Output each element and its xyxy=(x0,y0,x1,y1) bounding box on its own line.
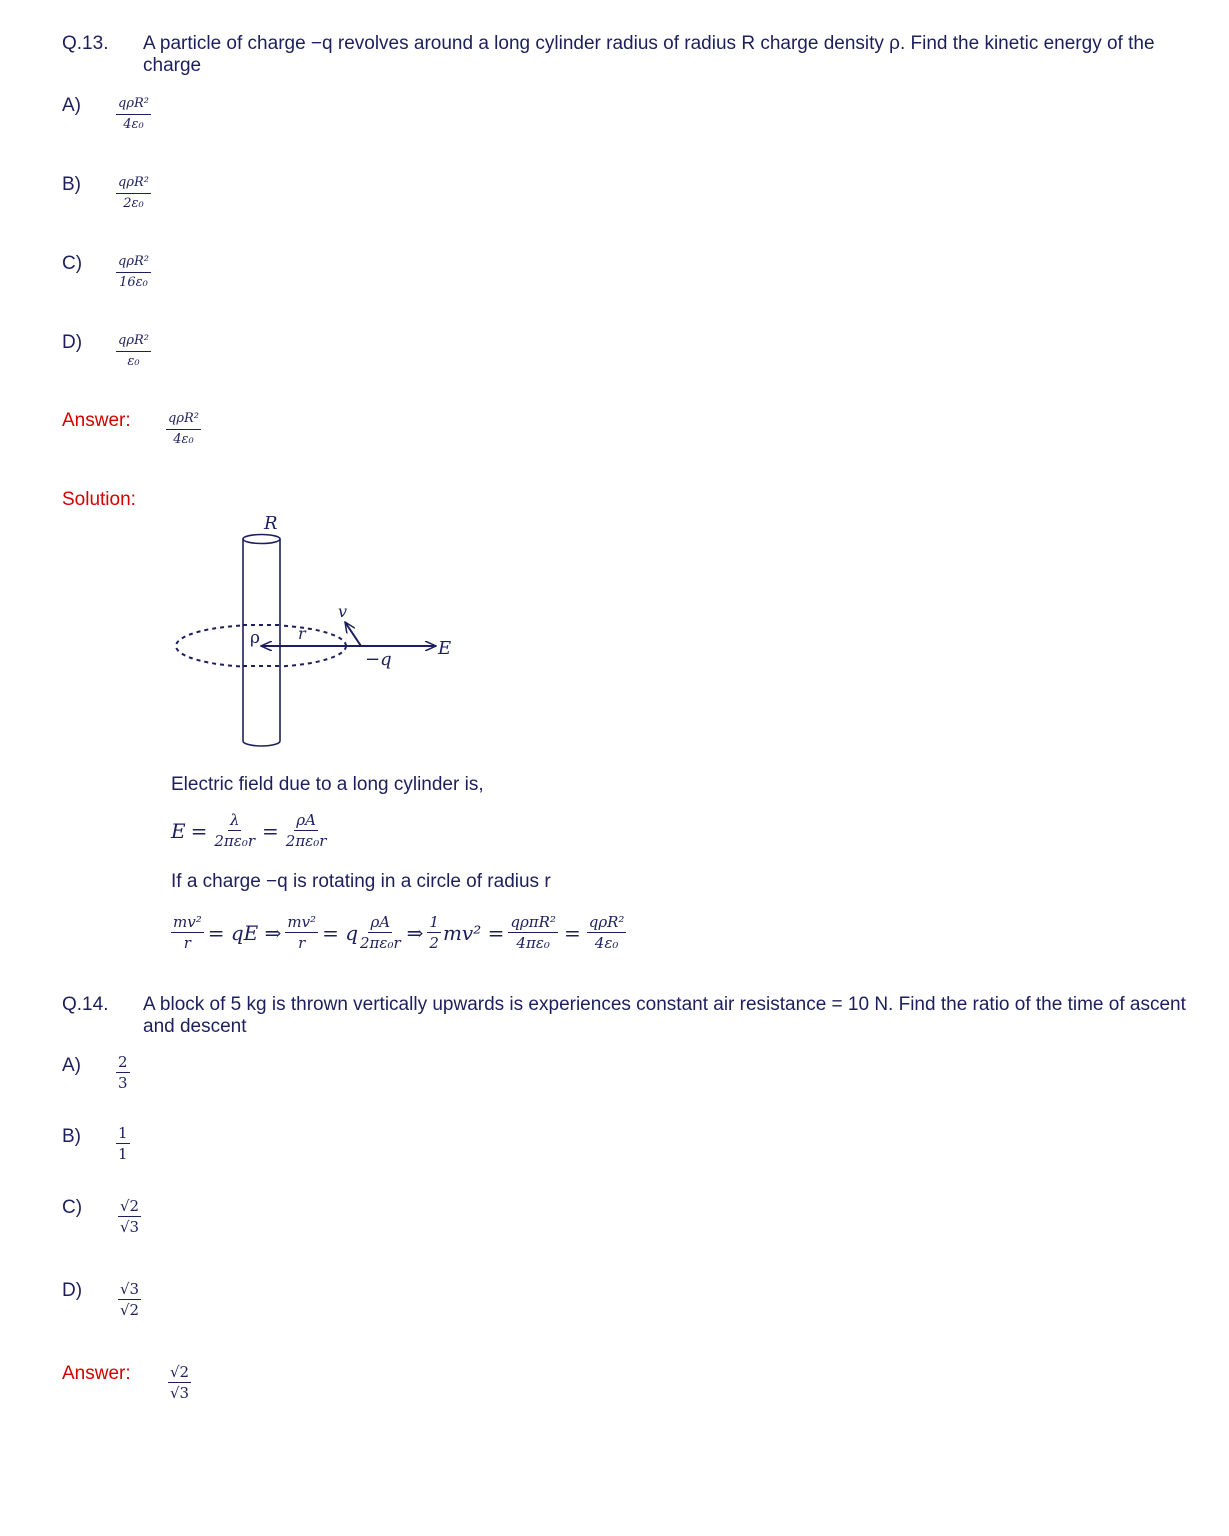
eq2-f5-num: qρπR² xyxy=(510,913,556,931)
q13-answer-num: qρR² xyxy=(166,411,201,430)
q13-option-d-num: qρR² xyxy=(116,333,151,352)
figure-label-v: v xyxy=(338,602,348,621)
q13-option-b-label: B) xyxy=(62,174,81,195)
q14-option-c-label: C) xyxy=(62,1197,83,1218)
q13-option-c-label: C) xyxy=(62,253,83,274)
eq2-f1-den: r xyxy=(183,934,191,952)
q13-option-b-den: 2ε₀ xyxy=(123,196,144,211)
velocity-arrow xyxy=(345,622,361,646)
figure-label-q: −q xyxy=(365,649,392,670)
figure-label-rho: ρ xyxy=(250,628,260,648)
eq2-f4-num: 1 xyxy=(429,913,439,931)
q13-option-c-num: qρR² xyxy=(116,254,151,273)
figure-label-E: E xyxy=(438,638,452,659)
question-14-text-line2: and descent xyxy=(143,1016,247,1037)
q13-option-d-value xyxy=(116,333,151,370)
eq2-t5: = xyxy=(563,920,581,945)
q14-option-c-value xyxy=(118,1198,141,1235)
q14-option-a-label: A) xyxy=(62,1055,81,1076)
figure-label-r: r xyxy=(298,624,306,643)
eq2-f1-num: mv² xyxy=(173,913,202,931)
cylinder-top xyxy=(243,535,280,544)
q14-option-a-den: 3 xyxy=(118,1074,128,1092)
eq2-f2-den: r xyxy=(298,934,306,952)
eq1-lhs: E xyxy=(171,818,186,843)
q14-option-d-num: √3 xyxy=(120,1280,140,1298)
eq2-f6-den: 4ε₀ xyxy=(594,934,619,952)
eq1-f1-den: 2πε₀r xyxy=(214,832,256,850)
q14-option-b-value xyxy=(116,1125,130,1162)
eq2-t2: = q xyxy=(322,920,358,945)
q13-option-c-den: 16ε₀ xyxy=(119,275,148,290)
eq2-t4: mv² = xyxy=(442,920,505,945)
q14-option-b-label: B) xyxy=(62,1126,81,1147)
q13-option-b-num: qρR² xyxy=(116,175,151,194)
q13-answer-value xyxy=(166,411,201,448)
q14-option-d-den: √2 xyxy=(120,1301,140,1319)
eq1-equals-2: = xyxy=(262,818,279,843)
q13-option-a-den: 4ε₀ xyxy=(123,117,144,132)
question-13-text-line1: A particle of charge −q revolves around a long cylinder radius of radius R charge density ρ. Find the kinetic energy of the xyxy=(143,33,1155,54)
q14-option-c-den: √3 xyxy=(120,1218,140,1236)
equation-2 xyxy=(171,914,626,951)
q14-option-d-value xyxy=(118,1281,141,1318)
eq2-f3-den: 2πε₀r xyxy=(360,934,401,952)
q13-solution-label: Solution: xyxy=(62,489,136,510)
q13-option-c-value xyxy=(116,254,151,291)
question-13-text xyxy=(143,33,1213,77)
eq2-t1: = qE ⇒ xyxy=(207,920,282,945)
solution-text-2: If a charge −q is rotating in a circle of radius r xyxy=(171,871,551,892)
q13-option-a-value xyxy=(116,96,151,133)
q14-option-b-den: 1 xyxy=(118,1145,128,1163)
eq1-f2-den: 2πε₀r xyxy=(285,832,327,850)
eq2-f3-num: ρA xyxy=(370,913,391,931)
question-14-text xyxy=(143,994,1218,1038)
q13-option-d-label: D) xyxy=(62,332,83,353)
q13-option-d-den: ε₀ xyxy=(127,354,140,369)
equation-1 xyxy=(171,812,328,849)
q13-option-b-value xyxy=(116,175,151,212)
q14-option-c-num: √2 xyxy=(120,1197,140,1215)
eq1-f1-num: λ xyxy=(229,811,240,829)
eq2-f6-num: qρR² xyxy=(588,913,625,931)
q13-answer-label: Answer: xyxy=(62,410,131,431)
question-13-text-line2: charge xyxy=(143,55,202,76)
cylinder-figure xyxy=(165,505,465,760)
q14-option-d-label: D) xyxy=(62,1280,83,1301)
q14-answer-den: √3 xyxy=(170,1384,190,1402)
eq2-f4-den: 2 xyxy=(429,934,439,952)
q13-answer-den: 4ε₀ xyxy=(173,432,194,447)
eq2-t3: ⇒ xyxy=(406,920,424,945)
eq2-f5-den: 4πε₀ xyxy=(516,934,550,952)
q14-answer-label: Answer: xyxy=(62,1363,131,1384)
eq1-equals-1: = xyxy=(190,818,208,843)
cylinder-body xyxy=(243,539,280,745)
q14-option-b-num: 1 xyxy=(118,1124,128,1142)
q14-answer-value xyxy=(168,1364,191,1401)
q13-option-a-num: qρR² xyxy=(116,96,151,115)
figure-label-R: R xyxy=(264,513,278,534)
eq1-f2-num: ρA xyxy=(296,811,316,829)
eq2-f2-num: mv² xyxy=(287,913,317,931)
solution-text-1: Electric field due to a long cylinder is, xyxy=(171,774,484,795)
q13-option-a-label: A) xyxy=(62,95,81,116)
question-13-number: Q.13. xyxy=(62,33,109,54)
question-14-text-line1: A block of 5 kg is thrown vertically upwards is experiences constant air resistance = 10 N. Find the ratio of the time of ascent xyxy=(143,994,1186,1015)
question-14-number: Q.14. xyxy=(62,994,109,1015)
q14-answer-num: √2 xyxy=(170,1363,190,1381)
q14-option-a-num: 2 xyxy=(118,1053,128,1071)
q14-option-a-value xyxy=(116,1054,130,1091)
